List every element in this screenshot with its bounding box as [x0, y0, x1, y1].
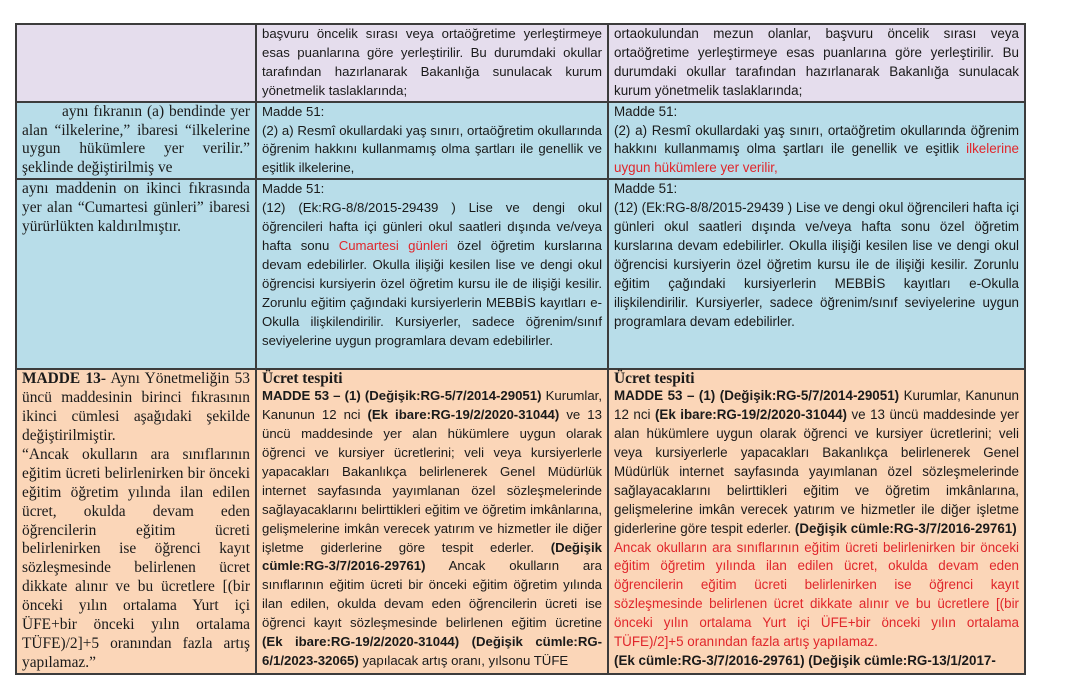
highlighted-change: Ancak okulların ara sınıflarının eğitim ücreti belirlenirken bir önceki eğitim öğretim yılında ilan edilen ücret, okulda devam eden öğrencilerin eğitim ücreti belirlenirken ise öğrenci kayıt sözleşmesinde belirlenen ücret dikkate alınır ve bu ücretlere [(bir önceki yılın ortalama Yurt içi ÜFE+bir önceki yılın ortalama TÜFE)/2]+5 oranından fazla artış yapılamaz.	[614, 539, 1019, 650]
table-row	[16, 179, 1025, 369]
text-segment: Ancak okulların ara sınıflarının eğitim ücreti bir önceki eğitim öğretim yılında ilan edilen, okulda devam eden öğrencilerin ücreti ise öğrenci kayıt sözleşmesinde belirlenen eğitim ücretine	[262, 558, 602, 631]
amendment-text: aynı maddenin on ikinci fıkrasında yer alan “Cumartesi günleri” ibaresi yürürlükten kaldırılmıştır.	[22, 180, 250, 236]
table-row	[16, 24, 1025, 102]
new-text-cell	[608, 102, 1025, 180]
amendment-ref: (Ek ibare:RG-19/2/2020-31044)	[654, 407, 848, 423]
current-text: başvuru öncelik sırası veya ortaöğretime yerleştirmeye esas puanlarına göre yerleştirilir. Bu durumdaki okullar tarafından hazırlanarak Bakanlığa sunulacak kurum yönetmelik taslaklarında;	[262, 26, 602, 98]
new-text-cell	[608, 24, 1025, 102]
amendment-ref: (Ek cümle:RG-3/7/2016-29761) (Değişik cümle:RG-13/1/2017-	[614, 652, 996, 668]
current-text-cell	[256, 179, 608, 369]
new-text-cell	[608, 369, 1025, 674]
article-number: MADDE 53 – (1)	[262, 388, 361, 404]
amendment-cell	[16, 369, 256, 674]
amendment-ref: (Ek ibare:RG-19/2/2020-31044)	[367, 407, 560, 423]
amendment-text: aynı fıkranın (a) bendinde yer alan “ilkelerine,” ibaresi “ilkelerine uygun hükümlere yer verilir.” şeklinde değiştirilmiş ve	[22, 102, 250, 177]
amendment-article-label: MADDE 13-	[22, 370, 106, 388]
section-heading: Ücret tespiti	[262, 370, 343, 388]
highlighted-removal: Cumartesi günleri	[338, 237, 448, 253]
current-text: (2) a) Resmî okullardaki yaş sınırı, ortaöğretim okullarında öğrenim hakkını kullanmamış olma şartları ile genellik ve eşitlik ilkelerine,	[262, 122, 602, 176]
text-segment: Kurumlar, Kanunun 12 nci	[614, 388, 1019, 423]
amendment-description: Aynı Yönetmeliğin 53 üncü maddesinin birinci fıkrasının ikinci cümlesi aşağıdaki şekilde değiştirilmiştir.	[22, 370, 251, 444]
current-text-cell	[256, 102, 608, 180]
current-text-cell	[256, 24, 608, 102]
comparison-table	[15, 23, 1026, 675]
amendment-ref: (Ek ibare:RG-19/2/2020-31044) (Değişik cümle:RG-6/1/2023-32065)	[262, 634, 602, 668]
text-segment: ve 13 üncü maddesinde yer alan hükümlere uygun olarak öğrenci ve kursiyer ücretlerini; veli veya kursiyerlerle yapacakları Bakanlıkça belirlenerek Genel Müdürlük internet sayfasında yayımlanan özel sözleşmelerinde sağlayacaklarını belirttikleri eğitim ve öğretim imkânlarına, gelişmelerine imkân verecek yatırım ve hizmetler ile diğer işletme giderlerine göre tespit ederler.	[614, 407, 1020, 536]
amendment-cell	[16, 179, 256, 369]
article-number: MADDE 53 – (1)	[614, 388, 716, 404]
table-row	[16, 102, 1025, 180]
amendment-ref: (Değişik cümle:RG-3/7/2016-29761)	[262, 539, 602, 574]
current-text	[262, 199, 602, 350]
article-heading: Madde 51:	[614, 103, 678, 119]
highlighted-change: ilkelerine uygun hükümlere yer verilir,	[614, 141, 1019, 176]
amendment-text	[22, 370, 250, 446]
text-segment: Kurumlar, Kanunun 12 nci	[262, 388, 602, 423]
amendment-cell	[16, 24, 256, 102]
amendment-quote: “Ancak okulların ara sınıflarının eğitim ücreti belirlenirken bir önceki eğitim öğretim yılında ilan edilen ücret, okulda devam eden öğrencilerin eğitim ücreti belirlenirken ise öğrenci kayıt sözleşmesinde belirlenen ücret dikkate alınır ve bu ücretlere [(bir önceki yılın ortalama Yurt içi ÜFE+bir önceki yılın ortalama TÜFE)/2]+5 oranından fazla artış yapılamaz.”	[22, 445, 250, 671]
current-text	[262, 387, 602, 671]
section-heading: Ücret tespiti	[614, 370, 695, 388]
new-text: ortaokulundan mezun olanlar, başvuru öncelik sırası veya ortaöğretime yerleştirmeye esas puanlarına göre yerleştirilir. Bu durumdaki okullar tarafından hazırlanarak Bakanlığa sunulacak kurum yönetmelik taslaklarında;	[614, 26, 1019, 98]
current-text-before: (12) (Ek:RG-8/8/2015-29439 ) Lise ve dengi okul öğrencileri hafta içi günleri okul saatleri dışında ve/veya hafta sonu	[262, 200, 602, 253]
article-heading: Madde 51:	[262, 103, 325, 119]
new-text: (12) (Ek:RG-8/8/2015-29439 ) Lise ve dengi okul öğrencileri hafta içi günleri okul saatleri dışında ve/veya hafta sonu özel öğretim kurslarına devam edebilirler. Okulla ilişiği kesilen lise ve dengi okul öğrencisi kursiyerin özel öğretim kursu ile de ilişiği kesilir. Zorunlu eğitim çağındaki kursiyerlerin MEBBİS kayıtları e-Okulla ilişkilendirilir. Kursiyerler, sadece öğrenim/sınıf seviyelerine uygun programlara devam edebilirler.	[614, 200, 1019, 329]
amendment-ref: (Değişik:RG-5/7/2014-29051)	[364, 388, 542, 404]
new-text-cell	[608, 179, 1025, 369]
new-text-body: (2) a) Resmî okullardaki yaş sınırı, ortaöğretim okullarında öğrenim hakkını kullanmamış olma şartları ile genellik ve eşitlik	[614, 122, 1019, 157]
article-heading: Madde 51:	[262, 181, 325, 197]
amendment-ref: (Değişik:RG-5/7/2014-29051)	[719, 388, 900, 404]
amendment-cell	[16, 102, 256, 180]
new-text	[614, 387, 1019, 538]
text-segment: ve 13 üncü maddesinde yer alan hükümlere uygun olarak öğrenci ve kursiyer ücretlerini; veli veya kursiyerlerle yapacakları Bakanlıkça belirlenerek Genel Müdürlük internet sayfasında yayımlanan özel sözleşmelerinde sağlayacaklarını belirttikleri eğitim ve öğretim imkânlarına, gelişmelerine imkân verecek yatırım ve hizmetler ile diğer işletme giderlerine göre tespit ederler.	[262, 407, 602, 555]
new-text	[614, 122, 1019, 179]
amendment-ref: (Değişik cümle:RG-3/7/2016-29761)	[794, 520, 1017, 536]
article-heading: Madde 51:	[614, 181, 678, 197]
table-row	[16, 369, 1025, 674]
current-text-cell	[256, 369, 608, 674]
current-text-after: özel öğretim kurslarına devam edebilirler. Okulla ilişiği kesilen lise ve dengi okul öğrencisi kursiyerin özel öğretim kursu ile de ilişiği kesilir. Zorunlu eğitim çağındaki kursiyerlerin MEBBİS kayıtları e-Okulla ilişkilendirilir. Kursiyerler, sadece öğrenim/sınıf seviyelerine uygun programlara devam edebilirler.	[262, 237, 602, 348]
text-segment: yapılacak artış oranı, yılsonu TÜFE	[358, 652, 569, 668]
